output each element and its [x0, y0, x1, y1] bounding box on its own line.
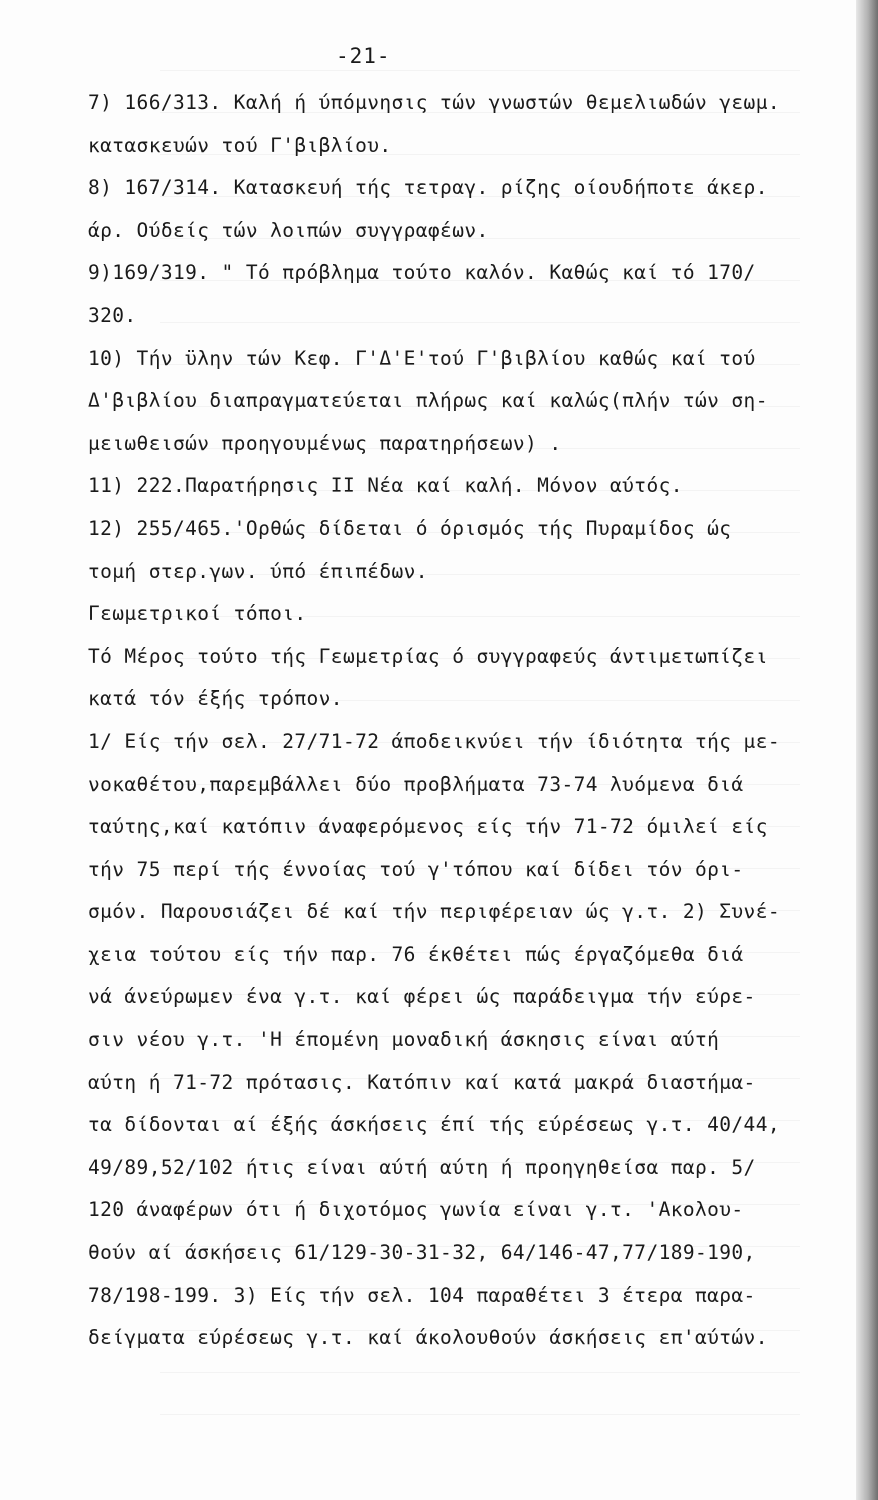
text-line: χεια τούτου είς τήν παρ. 76 έκθέτει πώς έργαζόμεθα διά [88, 942, 744, 966]
text-line: νοκαθέτου,παρεμβάλλει δύο προβλήματα 73-74 λυόμενα διά [88, 772, 744, 796]
text-line: αύτη ή 71-72 πρότασις. Κατόπιν καί κατά μακρά διαστήμα- [88, 1070, 756, 1094]
text-line: 78/198-199. 3) Είς τήν σελ. 104 παραθέτει 3 έτερα παρα- [88, 1283, 756, 1307]
text-line: σιν νέου γ.τ. 'Η έπομένη μοναδική άσκησις είναι αύτή [88, 1028, 720, 1052]
text-line: δείγματα εύρέσεως γ.τ. καί άκολουθούν άσκήσεις επ'αύτών. [88, 1326, 768, 1350]
body-text [88, 82, 848, 1360]
text-line: 12) 255/465.'Ορθώς δίδεται ό όρισμός τής Πυραμίδος ώς [88, 516, 732, 540]
text-line: ταύτης,καί κατόπιν άναφερόμενος είς τήν 71-72 όμιλεί είς [88, 815, 768, 839]
text-line: 8) 167/314. Κατασκευή τής τετραγ. ρίζης οίουδήποτε άκερ. [88, 176, 768, 200]
text-line: Τό Μέρος τούτο τής Γεωμετρίας ό συγγραφεύς άντιμετωπίζει [88, 644, 768, 668]
text-line: νά άνεύρωμεν ένα γ.τ. καί φέρει ώς παράδειγμα τήν εύρε- [88, 985, 756, 1009]
text-line: θούν αί άσκήσεις 61/129-30-31-32, 64/146-47,77/189-190, [88, 1241, 756, 1265]
text-line: άρ. Ούδείς τών λοιπών συγγραφέων. [88, 218, 489, 242]
text-line: σμόν. Παρουσιάζει δέ καί τήν περιφέρειαν ώς γ.τ. 2) Συνέ- [88, 900, 780, 924]
text-line: κατασκευών τού Γ'βιβλίου. [88, 133, 392, 157]
text-line: κατά τόν έξής τρόπον. [88, 687, 343, 711]
text-line: Δ'βιβλίου διαπραγματεύεται πλήρως καί καλώς(πλήν τών ση- [88, 389, 768, 413]
text-line: τομή στερ.γων. ύπό έπιπέδων. [88, 559, 428, 583]
section-heading: Γεωμετρικοί τόποι. [88, 602, 307, 626]
page-number: -21- [336, 44, 391, 68]
text-line: 10) Τήν ϋλην τών Κεφ. Γ'Δ'Ε'τού Γ'βιβλίου καθώς καί τού [88, 346, 756, 370]
text-line: τα δίδονται αί έξής άσκήσεις έπί τής εύρέσεως γ.τ. 40/44, [88, 1113, 780, 1137]
text-line: 320. [88, 303, 137, 327]
text-line: 1/ Είς τήν σελ. 27/71-72 άποδεικνύει τήν ίδιότητα τής με- [88, 729, 780, 753]
text-line: 120 άναφέρων ότι ή διχοτόμος γωνία είναι γ.τ. 'Ακολου- [88, 1198, 744, 1222]
text-line: τήν 75 περί τής έννοίας τού γ'τόπου καί δίδει τόν όρι- [88, 857, 744, 881]
text-line: 9)169/319. " Τό πρόβλημα τούτο καλόν. Καθώς καί τό 170/ [88, 261, 756, 285]
text-line: 11) 222.Παρατήρησις ΙΙ Νέα καί καλή. Μόνον αύτός. [88, 474, 683, 498]
page-edge-shadow [856, 0, 878, 1500]
text-line: 49/89,52/102 ήτις είναι αύτή αύτη ή προηγηθείσα παρ. 5/ [88, 1155, 756, 1179]
text-line: μειωθεισών προηγουμένως παρατηρήσεων) . [88, 431, 562, 455]
text-line: 7) 166/313. Καλή ή ύπόμνησις τών γνωστών θεμελιωδών γεωμ. [88, 91, 780, 114]
